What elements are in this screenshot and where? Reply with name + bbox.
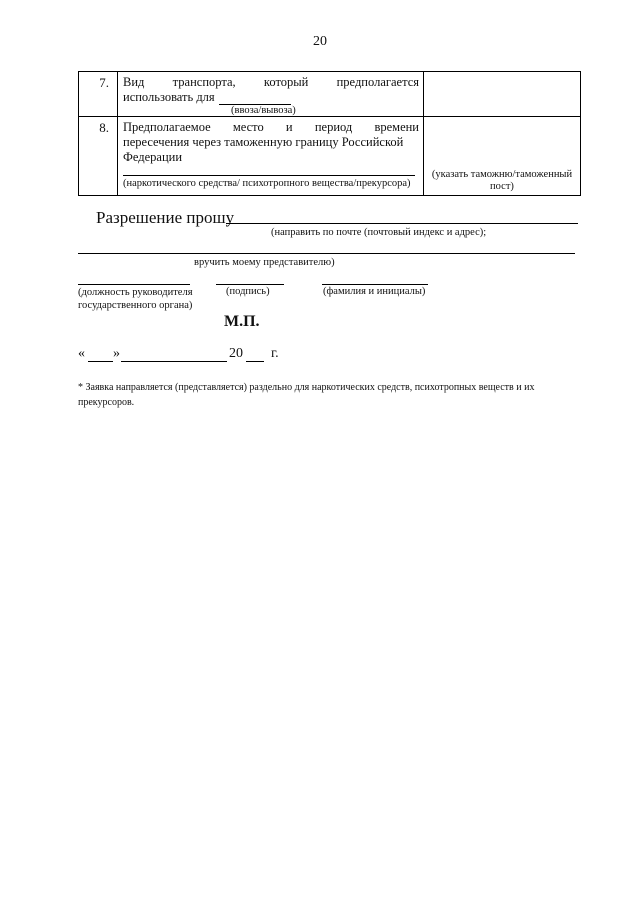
form-table: [78, 71, 581, 196]
row-text: Федерации: [123, 150, 183, 164]
date-open-quote: «: [78, 346, 85, 361]
year-blank: [246, 361, 264, 362]
position-caption: (должность руководителя: [78, 287, 193, 298]
row-text: Вид транспорта, который предполагается: [123, 75, 419, 89]
caption: (ввоза/вывоза): [231, 105, 296, 116]
row-text: использовать для: [123, 90, 215, 104]
caption: (наркотического средства/ психотропного вещества/прекурсора): [123, 178, 411, 189]
request-label: Разрешение прошу: [96, 208, 235, 227]
blank-line: [226, 223, 578, 224]
blank-line: [219, 92, 291, 105]
year-suffix: г.: [271, 346, 279, 361]
name-line: [322, 284, 428, 285]
page-number: 20: [313, 34, 327, 49]
position-line: [78, 284, 190, 285]
signature-caption: (подпись): [226, 286, 270, 297]
name-caption: (фамилия и инициалы): [323, 286, 426, 297]
date-close-quote: »: [113, 346, 120, 361]
month-blank: [121, 361, 227, 362]
day-blank: [88, 361, 113, 362]
row-text: пересечения через таможенную границу Российской: [123, 135, 404, 149]
customs-caption: (указать таможню/таможенный пост): [431, 169, 573, 192]
date-line: [78, 346, 318, 366]
row-text: Предполагаемое место и период времени: [123, 120, 419, 134]
footnote: * Заявка направляется (представляется) раздельно для наркотических средств, психотропных веществ и их прекурсоров.: [78, 382, 535, 408]
row-number: 8.: [99, 120, 109, 135]
stamp-label: М.П.: [224, 313, 260, 330]
request-caption-1: (направить по почте (почтовый индекс и адрес);: [271, 227, 487, 238]
blank-cell: [424, 72, 581, 117]
blank-line: [78, 253, 575, 254]
signature-line: [216, 284, 284, 285]
year-prefix: 20: [229, 346, 243, 361]
table-row: [79, 117, 581, 196]
table-row: [79, 72, 581, 117]
row-number: 7.: [99, 75, 109, 90]
blank-line: [123, 175, 415, 176]
position-caption: государственного органа): [78, 300, 193, 311]
request-caption-2: вручить моему представителю): [194, 257, 335, 268]
